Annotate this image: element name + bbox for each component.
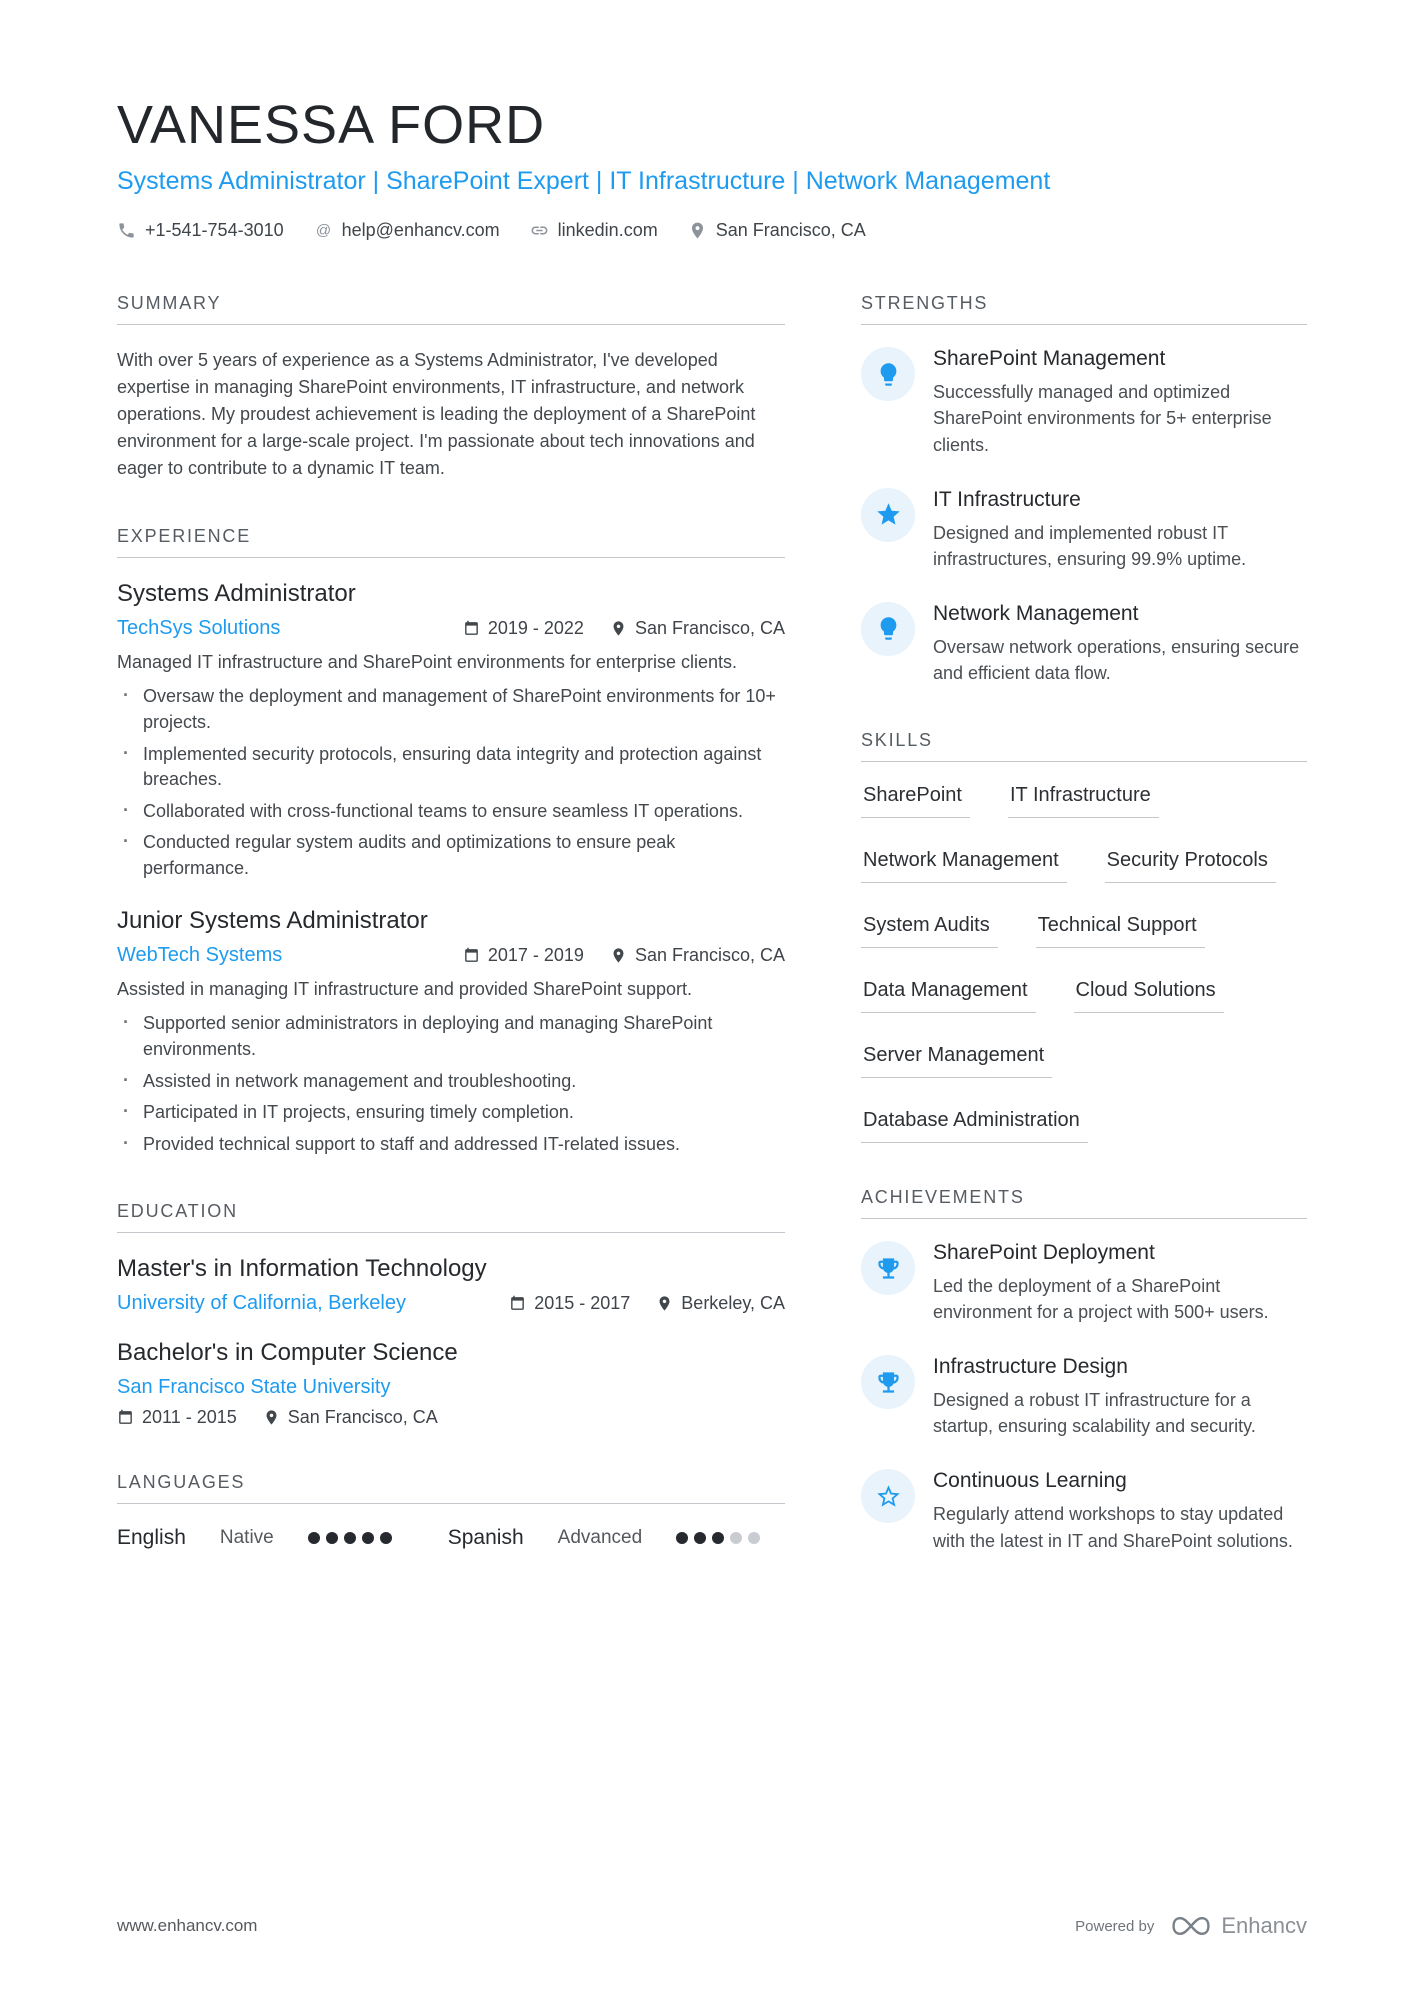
location-icon xyxy=(263,1409,280,1426)
at-icon xyxy=(314,221,333,240)
enhancv-brand[interactable] xyxy=(1170,1913,1307,1939)
section-heading-achievements: ACHIEVEMENTS xyxy=(861,1187,1307,1219)
strength-text: Oversaw network operations, ensuring secure and efficient data flow. xyxy=(933,636,1300,683)
degree-location xyxy=(656,1293,785,1314)
degree-location-text: San Francisco, CA xyxy=(287,1407,438,1428)
degree-dates-text: 2015 - 2017 xyxy=(534,1293,631,1314)
skill-pill: Database Administration xyxy=(861,1109,1088,1143)
contact-phone xyxy=(117,220,284,241)
degree-entry xyxy=(117,1255,785,1315)
bullet-item: · Implemented security protocols, ensuring data integrity and protection against breaches. xyxy=(117,742,785,793)
bullet-item: · Conducted regular system audits and optimizations to ensure peak performance. xyxy=(117,830,785,881)
job-entry xyxy=(117,580,785,881)
language-name: English xyxy=(117,1526,186,1550)
calendar-icon xyxy=(463,620,480,637)
section-heading-strengths: STRENGTHS xyxy=(861,293,1307,325)
resume-header xyxy=(117,96,1307,241)
degree-dates xyxy=(117,1407,237,1428)
achievement-text: Designed a robust IT infrastructure for a startup, ensuring scalability and security. xyxy=(933,1390,1256,1437)
contact-location xyxy=(688,220,866,241)
language-item xyxy=(448,1526,760,1550)
skill-pill: IT Infrastructure xyxy=(1008,784,1159,818)
calendar-icon xyxy=(463,947,480,964)
star-icon xyxy=(875,501,902,528)
language-list xyxy=(117,1526,785,1550)
lightbulb-icon xyxy=(875,615,902,642)
strength-text: Successfully managed and optimized SharePoint environments for 5+ enterprise clients. xyxy=(933,382,1272,455)
location-icon xyxy=(656,1295,673,1312)
language-level: Native xyxy=(219,1527,274,1549)
contact-phone-text: +1-541-754-3010 xyxy=(145,220,284,241)
contact-linkedin[interactable] xyxy=(530,220,658,241)
calendar-icon xyxy=(509,1295,526,1312)
section-strengths xyxy=(861,293,1307,686)
degree-location-text: Berkeley, CA xyxy=(681,1293,785,1314)
strength-item xyxy=(861,602,1307,686)
strength-title: SharePoint Management xyxy=(933,347,1166,371)
bullet-item: · Oversaw the deployment and management of SharePoint environments for 10+ projects. xyxy=(117,684,785,735)
strength-badge xyxy=(861,347,915,401)
proficiency-dot-filled xyxy=(362,1532,374,1544)
job-location xyxy=(610,618,785,639)
job-summary: Managed IT infrastructure and SharePoint environments for enterprise clients. xyxy=(117,652,737,673)
section-achievements xyxy=(861,1187,1307,1554)
degree-dates xyxy=(509,1293,630,1314)
degree-dates-text: 2011 - 2015 xyxy=(142,1407,237,1428)
resume-body xyxy=(117,293,1307,1597)
link-icon xyxy=(530,221,549,240)
skill-pill: Server Management xyxy=(861,1044,1052,1078)
bullet-item: · Collaborated with cross-functional teams to ensure seamless IT operations. xyxy=(117,799,785,825)
skill-pill: Security Protocols xyxy=(1105,849,1276,883)
job-meta xyxy=(117,944,785,967)
section-heading-languages: LANGUAGES xyxy=(117,1472,785,1504)
achievement-text: Regularly attend workshops to stay updated with the latest in IT and SharePoint solutions. xyxy=(933,1504,1293,1551)
skill-list xyxy=(861,784,1307,1143)
skill-pill: Cloud Solutions xyxy=(1074,979,1224,1013)
job-location-text: San Francisco, CA xyxy=(634,618,785,639)
achievement-title: SharePoint Deployment xyxy=(933,1241,1155,1265)
job-dates-text: 2019 - 2022 xyxy=(487,618,584,639)
school-name: University of California, Berkeley xyxy=(117,1292,406,1315)
section-heading-education: EDUCATION xyxy=(117,1201,785,1233)
powered-by-label: Powered by xyxy=(1075,1917,1155,1935)
location-icon xyxy=(610,947,627,964)
skill-pill: System Audits xyxy=(861,914,998,948)
degree-meta-row xyxy=(117,1407,785,1428)
degree-name: Master's in Information Technology xyxy=(117,1255,487,1283)
skill-pill: SharePoint xyxy=(861,784,970,818)
strength-item xyxy=(861,347,1307,457)
job-bullets xyxy=(117,684,785,881)
proficiency-dot-filled xyxy=(308,1532,320,1544)
footer-website[interactable]: www.enhancv.com xyxy=(117,1916,258,1935)
contact-linkedin-text[interactable]: linkedin.com xyxy=(557,220,658,241)
bullet-item: · Assisted in network management and troubleshooting. xyxy=(117,1069,785,1095)
school-name: San Francisco State University xyxy=(117,1376,391,1399)
section-heading-skills: SKILLS xyxy=(861,730,1307,762)
contact-email-text[interactable]: help@enhancv.com xyxy=(341,220,500,241)
section-skills xyxy=(861,730,1307,1143)
achievement-item xyxy=(861,1469,1307,1553)
proficiency-dot-filled xyxy=(712,1532,724,1544)
candidate-name: VANESSA FORD xyxy=(117,95,546,155)
achievement-text: Led the deployment of a SharePoint environment for a project with 500+ users. xyxy=(933,1276,1269,1323)
achievement-badge xyxy=(861,1355,915,1409)
contact-location-text: San Francisco, CA xyxy=(715,220,866,241)
contact-list xyxy=(117,220,1307,241)
bullet-item: · Supported senior administrators in deploying and managing SharePoint environments. xyxy=(117,1011,785,1062)
trophy-icon xyxy=(875,1255,902,1282)
job-location xyxy=(610,945,785,966)
company-name: TechSys Solutions xyxy=(117,617,281,640)
section-languages xyxy=(117,1472,785,1550)
job-dates xyxy=(463,945,584,966)
degree-location xyxy=(263,1407,438,1428)
strength-badge xyxy=(861,602,915,656)
achievement-item xyxy=(861,1241,1307,1325)
lightbulb-icon xyxy=(875,361,902,388)
location-icon xyxy=(610,620,627,637)
enhancv-logo-icon xyxy=(1170,1914,1212,1938)
section-heading-experience: EXPERIENCE xyxy=(117,526,785,558)
skill-pill: Network Management xyxy=(861,849,1067,883)
language-level: Advanced xyxy=(557,1527,643,1549)
star-outline-icon xyxy=(875,1483,902,1510)
achievement-title: Continuous Learning xyxy=(933,1469,1127,1493)
page-footer xyxy=(117,1913,1307,1939)
job-summary: Assisted in managing IT infrastructure and provided SharePoint support. xyxy=(117,979,692,1000)
proficiency-dot-empty xyxy=(730,1532,742,1544)
language-dots xyxy=(676,1532,760,1544)
right-column xyxy=(861,293,1307,1597)
bullet-item: · Participated in IT projects, ensuring timely completion. xyxy=(117,1100,785,1126)
job-location-text: San Francisco, CA xyxy=(634,945,785,966)
phone-icon xyxy=(117,221,136,240)
section-experience xyxy=(117,526,785,1157)
language-item xyxy=(117,1526,392,1550)
svg-text:@: @ xyxy=(315,222,331,240)
summary-text: With over 5 years of experience as a Systems Administrator, I've developed expertise in managing SharePoint environments, IT infrastructure, and network operations. My proudest achievement is leading the deployment of a SharePoint environment for a large-scale project. I'm passionate about tech innovations and eager to contribute to a dynamic IT team. xyxy=(117,350,756,479)
proficiency-dot-filled xyxy=(326,1532,338,1544)
section-summary xyxy=(117,293,785,482)
brand-name: Enhancv xyxy=(1221,1913,1307,1938)
powered-by[interactable] xyxy=(1075,1913,1307,1939)
proficiency-dot-filled xyxy=(380,1532,392,1544)
skill-pill: Technical Support xyxy=(1036,914,1205,948)
achievement-badge xyxy=(861,1469,915,1523)
calendar-icon xyxy=(117,1409,134,1426)
language-dots xyxy=(308,1532,392,1544)
skill-pill: Data Management xyxy=(861,979,1036,1013)
bullet-item: · Provided technical support to staff and addressed IT-related issues. xyxy=(117,1132,785,1158)
contact-email[interactable] xyxy=(314,220,500,241)
strength-title: Network Management xyxy=(933,601,1139,625)
job-title: Junior Systems Administrator xyxy=(117,907,428,935)
strength-text: Designed and implemented robust IT infrastructures, ensuring 99.9% uptime. xyxy=(933,522,1247,569)
strength-body xyxy=(933,602,1307,686)
proficiency-dot-filled xyxy=(344,1532,356,1544)
language-name: Spanish xyxy=(447,1526,524,1550)
achievement-body xyxy=(933,1355,1307,1439)
strength-body xyxy=(933,347,1307,457)
achievement-body xyxy=(933,1241,1307,1325)
achievement-item xyxy=(861,1355,1307,1439)
job-entry xyxy=(117,907,785,1157)
strength-title: IT Infrastructure xyxy=(933,487,1081,511)
left-column xyxy=(117,293,785,1597)
company-name: WebTech Systems xyxy=(117,944,283,967)
job-title: Systems Administrator xyxy=(117,580,356,608)
location-icon xyxy=(688,221,707,240)
degree-meta-row xyxy=(117,1292,785,1315)
section-heading-summary: SUMMARY xyxy=(117,293,785,325)
achievement-body xyxy=(933,1469,1307,1553)
candidate-title: Systems Administrator | SharePoint Expert | IT Infrastructure | Network Management xyxy=(117,167,1051,196)
proficiency-dot-filled xyxy=(694,1532,706,1544)
degree-entry xyxy=(117,1339,785,1428)
proficiency-dot-empty xyxy=(748,1532,760,1544)
achievement-badge xyxy=(861,1241,915,1295)
job-bullets xyxy=(117,1011,785,1157)
strength-body xyxy=(933,488,1307,572)
section-education xyxy=(117,1201,785,1428)
achievement-title: Infrastructure Design xyxy=(933,1355,1128,1379)
strength-item xyxy=(861,488,1307,572)
proficiency-dot-filled xyxy=(676,1532,688,1544)
job-meta xyxy=(117,617,785,640)
job-dates xyxy=(463,618,584,639)
trophy-icon xyxy=(875,1369,902,1396)
strength-badge xyxy=(861,488,915,542)
degree-name: Bachelor's in Computer Science xyxy=(117,1339,458,1367)
job-dates-text: 2017 - 2019 xyxy=(487,945,584,966)
